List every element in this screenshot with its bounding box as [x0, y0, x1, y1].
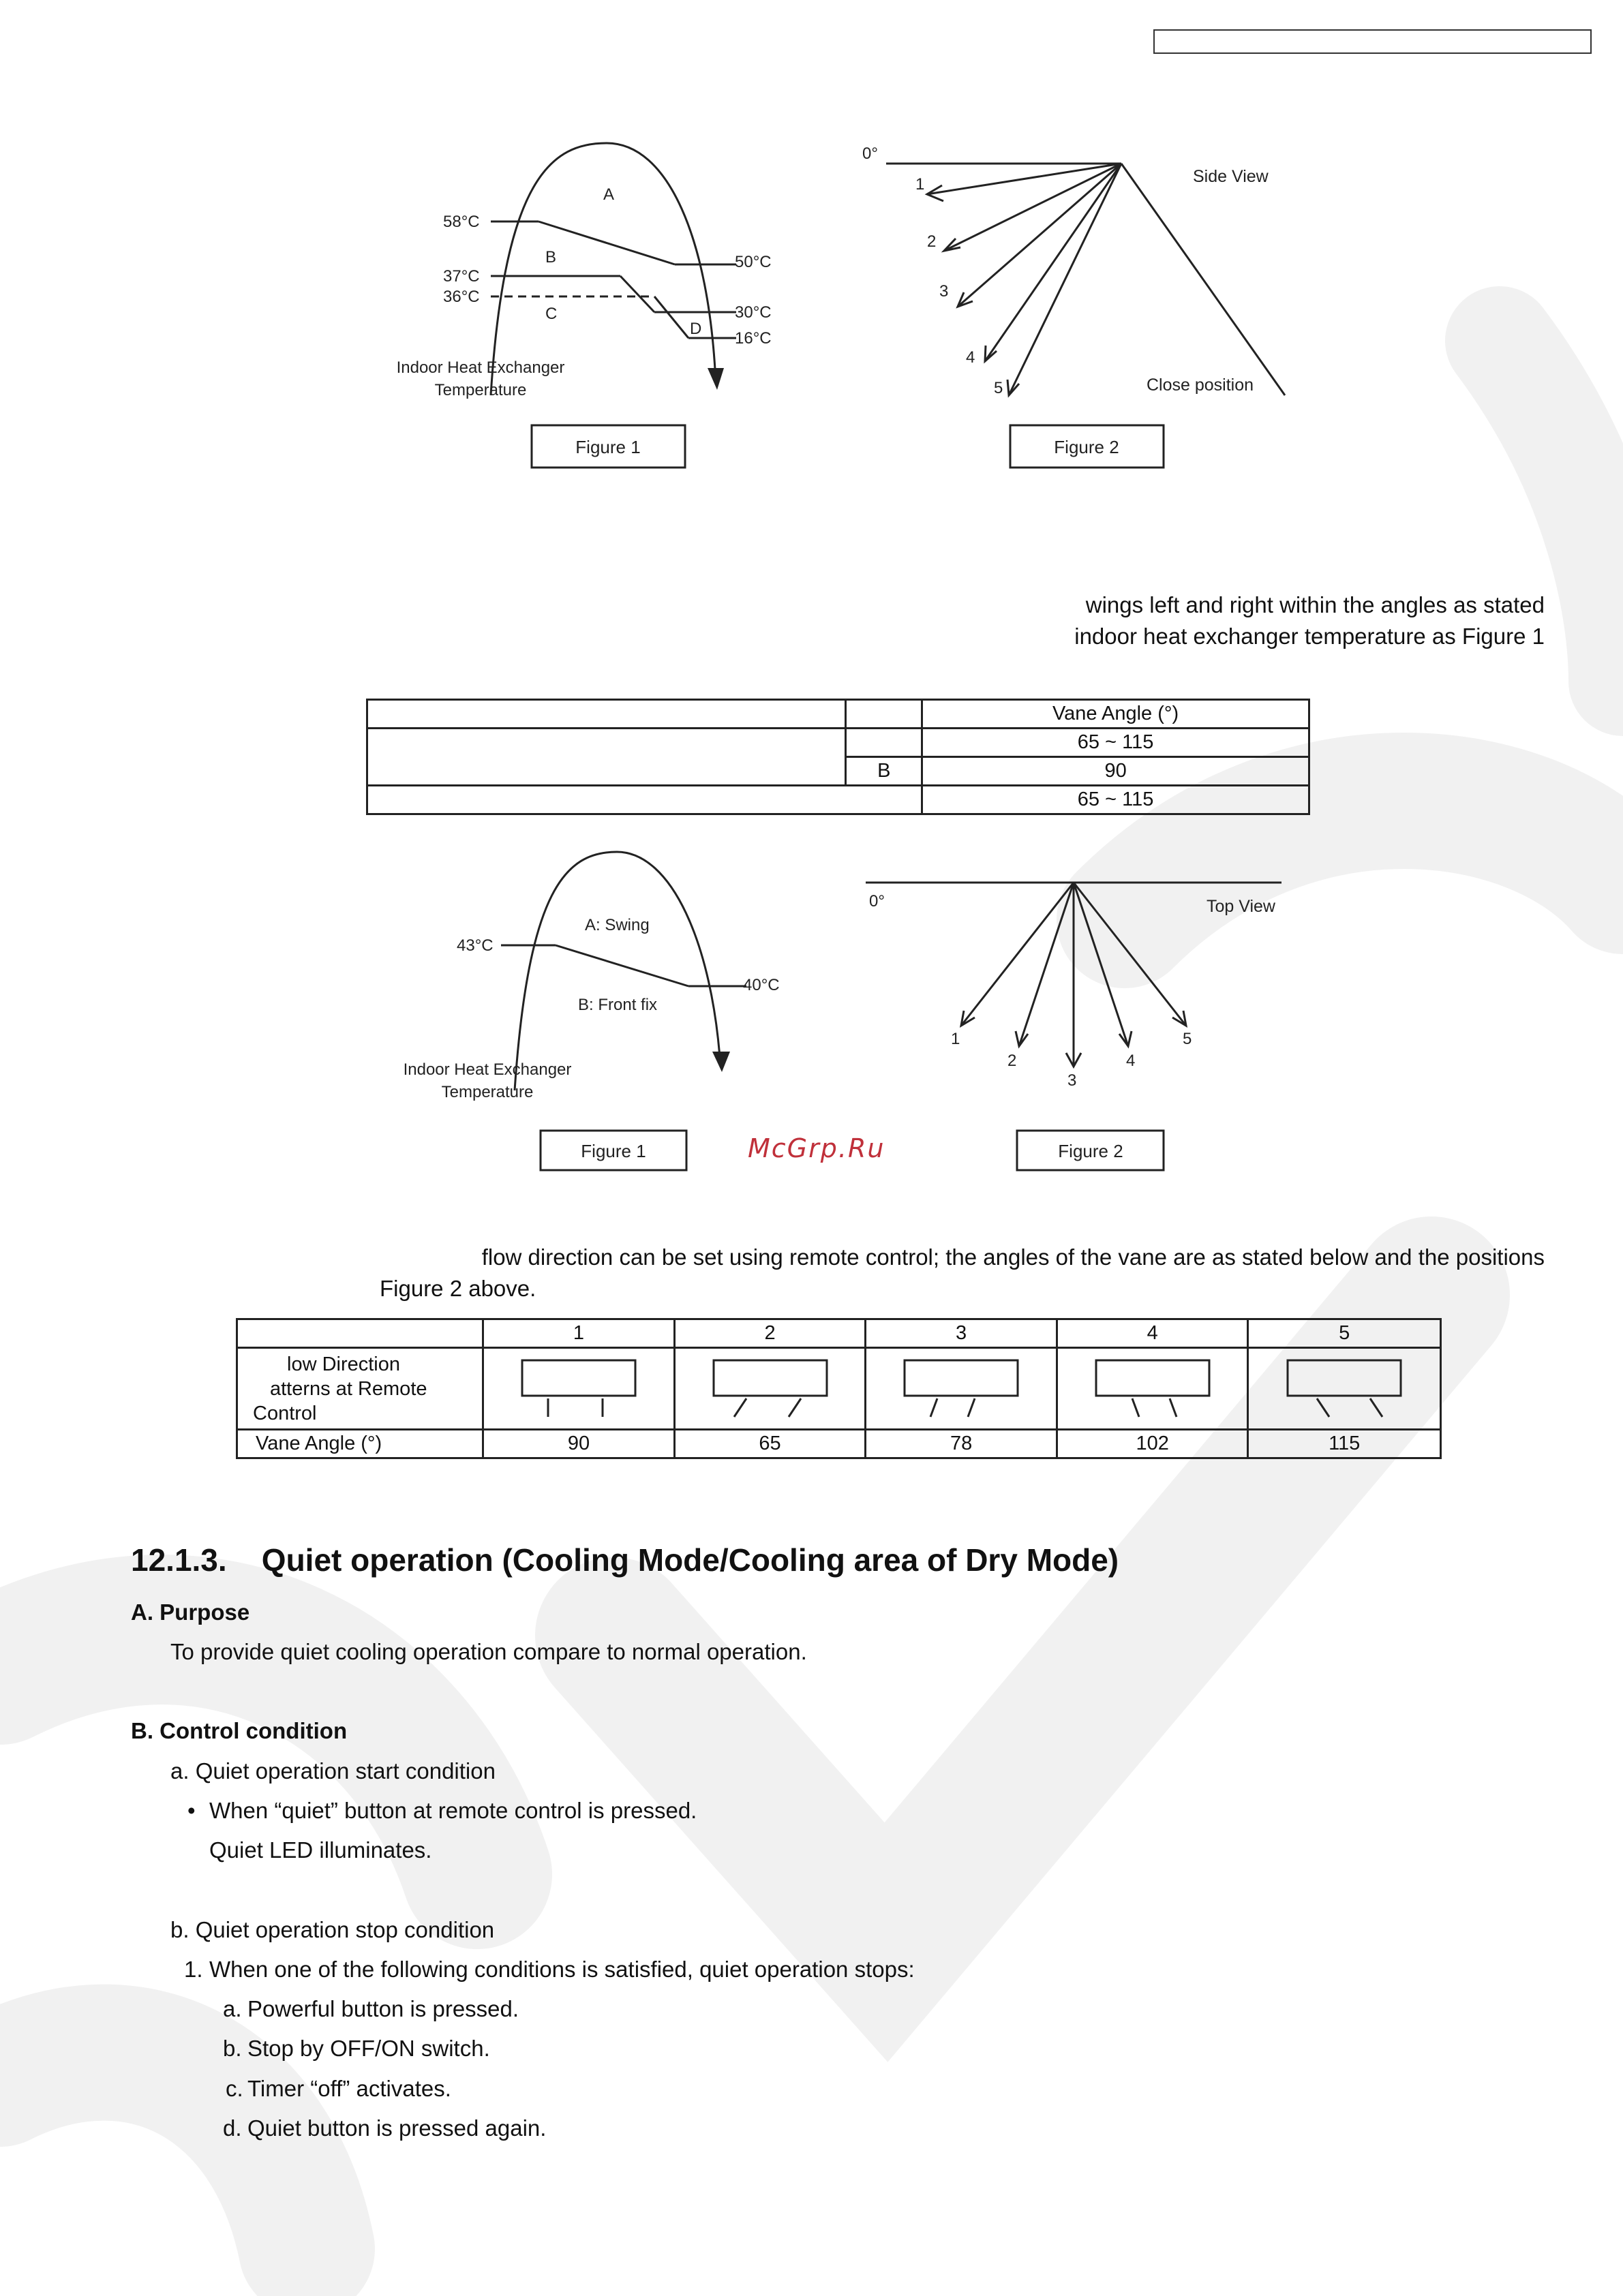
- bullet-icon: •: [187, 1798, 196, 1823]
- column-header: 2: [674, 1319, 866, 1348]
- start-condition-bullet: When “quiet” button at remote control is pressed.: [209, 1798, 697, 1823]
- stop-intro-number: 1.: [184, 1957, 203, 1982]
- position-5-label: 5: [994, 379, 1003, 397]
- axis-label-line1: Indoor Heat Exchanger: [403, 1060, 572, 1079]
- paragraph-line: wings left and right within the angles as stated: [1085, 592, 1545, 617]
- row-label: Vane Angle (°): [237, 1430, 483, 1458]
- table-cell: 90: [483, 1430, 675, 1458]
- stop-item-text: Stop by OFF/ON switch.: [247, 2036, 490, 2061]
- purpose-text: To provide quiet cooling operation compare to normal operation.: [170, 1639, 807, 1664]
- temp-43-label: 43°C: [457, 936, 494, 955]
- paragraph-airflow-line2: Figure 2 above.: [380, 1276, 536, 1301]
- vane-pattern-cell: [674, 1348, 866, 1430]
- row-label-line: low Direction: [287, 1353, 400, 1375]
- vane-pattern-cell: [866, 1348, 1057, 1430]
- table-cell: [367, 786, 922, 814]
- vane-pattern-icon: [517, 1352, 640, 1420]
- temp-50-label: 50°C: [735, 253, 772, 271]
- zero-degree-label: 0°: [869, 892, 885, 910]
- table-cell: 78: [866, 1430, 1057, 1458]
- watermark-text: McGrp.Ru: [748, 1133, 885, 1163]
- position-2-label: 2: [927, 232, 937, 251]
- position-1-label: 1: [915, 175, 925, 194]
- figure-caption: Figure 2: [1054, 437, 1119, 457]
- table-cell: [237, 1319, 483, 1348]
- stop-condition-heading: b. Quiet operation stop condition: [170, 1917, 495, 1942]
- temp-37-label: 37°C: [443, 267, 480, 286]
- start-condition-heading: a. Quiet operation start condition: [170, 1758, 496, 1784]
- temp-16-label: 16°C: [735, 329, 772, 348]
- stop-item-mark: d.: [223, 2115, 242, 2141]
- axis-label-line1: Indoor Heat Exchanger: [396, 358, 565, 377]
- figure-2-mid: [852, 842, 1329, 1182]
- vane-pattern-icon: [1283, 1352, 1406, 1420]
- vane-pattern-cell: [1057, 1348, 1248, 1430]
- close-position-label: Close position: [1147, 376, 1254, 395]
- start-condition-led: Quiet LED illuminates.: [209, 1837, 432, 1863]
- column-header: 5: [1248, 1319, 1441, 1348]
- stop-item-mark: c.: [226, 2076, 243, 2101]
- column-header: 1: [483, 1319, 675, 1348]
- column-header: 4: [1057, 1319, 1248, 1348]
- figure-2-top: [852, 136, 1329, 477]
- axis-label-line2: Temperature: [441, 1083, 534, 1101]
- position-3-label: 3: [1067, 1071, 1077, 1090]
- stop-item-mark: a.: [223, 1996, 242, 2021]
- header-box: [1153, 29, 1592, 54]
- stop-item-text: Quiet button is pressed again.: [247, 2115, 547, 2141]
- zone-a-label: A: [603, 185, 615, 204]
- vane-angle-table: [366, 699, 1310, 815]
- table-cell: 65: [674, 1430, 866, 1458]
- paragraph-swing-intro: [682, 590, 1545, 652]
- zone-b-label: B: [545, 248, 557, 266]
- stop-intro-text: When one of the following conditions is satisfied, quiet operation stops:: [209, 1957, 915, 1982]
- position-5-label: 5: [1183, 1030, 1192, 1048]
- temp-40-label: 40°C: [743, 976, 780, 994]
- table-cell: [367, 700, 846, 729]
- zero-degree-label: 0°: [862, 144, 878, 163]
- figure-1-mid: [382, 842, 791, 1182]
- stop-item-text: Powerful button is pressed.: [247, 1996, 519, 2021]
- column-header: 3: [866, 1319, 1057, 1348]
- swing-zone-label: A: Swing: [585, 916, 650, 934]
- table-cell: [367, 729, 846, 786]
- vane-pattern-icon: [1091, 1352, 1214, 1420]
- temp-58-label: 58°C: [443, 213, 480, 231]
- table-cell: [846, 729, 922, 757]
- table-cell: 65 ~ 115: [922, 786, 1309, 814]
- vane-pattern-cell: [483, 1348, 675, 1430]
- table-cell: [846, 700, 922, 729]
- top-view-label: Top View: [1207, 897, 1275, 916]
- control-condition-heading: B. Control condition: [131, 1718, 348, 1743]
- axis-label-line2: Temperature: [434, 381, 527, 399]
- table-cell: 90: [922, 757, 1309, 786]
- paragraph-line: indoor heat exchanger temperature as Figure 1: [1074, 624, 1545, 649]
- purpose-heading: A. Purpose: [131, 1599, 250, 1625]
- figure-caption: Figure 1: [575, 437, 641, 457]
- zone-d-label: D: [690, 320, 702, 338]
- figure-1-top: [382, 136, 791, 477]
- figure-caption: Figure 1: [581, 1141, 646, 1161]
- stop-item-text: Timer “off” activates.: [247, 2076, 451, 2101]
- table-cell: B: [846, 757, 922, 786]
- paragraph-airflow-line1: flow direction can be set using remote control; the angles of the vane are as stated below and the positions: [481, 1244, 1545, 1270]
- temp-36-label: 36°C: [443, 288, 480, 306]
- vane-pattern-cell: [1248, 1348, 1441, 1430]
- section-title: 12.1.3. Quiet operation (Cooling Mode/Cooling area of Dry Mode): [131, 1542, 1119, 1578]
- zone-c-label: C: [545, 305, 558, 323]
- temp-30-label: 30°C: [735, 303, 772, 322]
- stop-item-mark: b.: [223, 2036, 242, 2061]
- row-label: [237, 1348, 483, 1430]
- figure-caption: Figure 2: [1058, 1141, 1123, 1161]
- table-cell: 115: [1248, 1430, 1441, 1458]
- column-header: Vane Angle (°): [922, 700, 1309, 729]
- vane-pattern-icon: [900, 1352, 1022, 1420]
- row-label-line: atterns at Remote: [270, 1377, 427, 1400]
- position-3-label: 3: [939, 282, 949, 301]
- position-2-label: 2: [1007, 1052, 1017, 1070]
- table-cell: 102: [1057, 1430, 1248, 1458]
- side-view-label: Side View: [1193, 167, 1269, 186]
- position-4-label: 4: [1126, 1052, 1136, 1070]
- airflow-direction-table: [236, 1318, 1442, 1459]
- row-label-line: Control: [253, 1402, 317, 1424]
- vane-pattern-icon: [709, 1352, 832, 1420]
- front-fix-zone-label: B: Front fix: [578, 996, 658, 1014]
- position-1-label: 1: [951, 1030, 960, 1048]
- table-cell: 65 ~ 115: [922, 729, 1309, 757]
- position-4-label: 4: [966, 348, 975, 367]
